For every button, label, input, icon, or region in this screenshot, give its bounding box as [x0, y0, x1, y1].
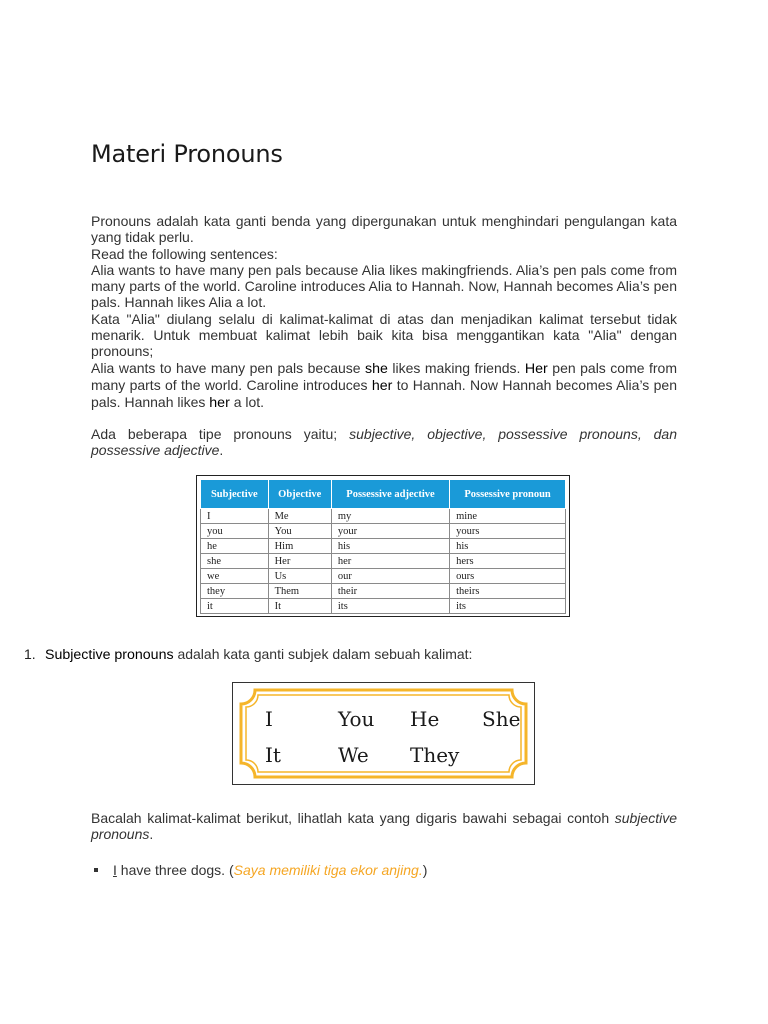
types-section: [91, 426, 677, 459]
table-cell: its: [450, 599, 566, 614]
table-cell: your: [331, 524, 449, 539]
pronoun-word: her: [209, 395, 230, 412]
translation-text: Saya memiliki tiga ekor anjing.: [233, 862, 423, 878]
table-cell: you: [201, 524, 269, 539]
table-cell: Me: [268, 509, 331, 524]
pronoun-word: she: [365, 360, 388, 377]
bullet-marker: [94, 868, 98, 872]
table-cell: mine: [450, 509, 566, 524]
list-number: 1.: [24, 646, 36, 662]
table-header-cell: Possessive pronoun: [450, 480, 566, 509]
table-row: [201, 554, 566, 569]
intro-paragraph: Pronouns adalah kata ganti benda yang dipergunakan untuk menghindari pengulangan kata yang tidak perlu.: [91, 213, 677, 246]
pronoun-table-image: [196, 475, 570, 617]
table-cell: You: [268, 524, 331, 539]
frame-word: He: [410, 707, 440, 731]
table-cell: he: [201, 539, 269, 554]
table-cell: its: [331, 599, 449, 614]
frame-word: You: [338, 707, 375, 731]
underlined-pronoun: I: [113, 862, 117, 878]
list-item-subjective: Subjective pronouns adalah kata ganti subjek dalam sebuah kalimat:: [45, 646, 473, 663]
table-cell: Us: [268, 569, 331, 584]
intro-section: [91, 213, 677, 412]
list-term: Subjective pronouns: [45, 647, 174, 663]
table-header-cell: Subjective: [201, 480, 269, 509]
table-row: [201, 524, 566, 539]
table-header-cell: Possessive adjective: [331, 480, 449, 509]
table-cell: Them: [268, 584, 331, 599]
table-row: [201, 569, 566, 584]
table-cell: Her: [268, 554, 331, 569]
table-header-row: [201, 480, 566, 509]
table-cell: It: [268, 599, 331, 614]
table-cell: yours: [450, 524, 566, 539]
table-cell: it: [201, 599, 269, 614]
pronoun-sentences: Alia wants to have many pen pals because she likes making friends. Her pen pals come from many parts of the world. Caroline introduces her to Hannah. Now Hannah becomes Alia’s pen pals. Hannah likes her a lot.: [91, 359, 678, 412]
table-cell: theirs: [450, 584, 566, 599]
table-row: [201, 584, 566, 599]
table-body: [201, 509, 566, 614]
table-cell: we: [201, 569, 269, 584]
instruction-section: [91, 810, 677, 843]
explanation-paragraph: Kata "Alia" diulang selalu di kalimat-kalimat di atas dan menjadikan kalimat tersebut tidak menarik. Untuk membuat kalimat lebih baik kita bisa menggantikan kata "Alia" dengan pronouns;: [91, 310, 677, 360]
decorative-frame-border: [233, 683, 534, 784]
table-cell: his: [450, 539, 566, 554]
table-cell: her: [331, 554, 449, 569]
types-list: subjective, objective, possessive pronouns, dan possessive adjective: [91, 426, 678, 459]
frame-word: It: [265, 743, 281, 767]
table-row: [201, 539, 566, 554]
instruction-paragraph: Bacalah kalimat-kalimat berikut, lihatlah kata yang digaris bawahi sebagai contoh subjective pronouns.: [91, 810, 677, 843]
types-paragraph: Ada beberapa tipe pronouns yaitu; subjective, objective, possessive pronouns, dan possessive adjective.: [91, 426, 678, 459]
table-cell: Him: [268, 539, 331, 554]
table-cell: she: [201, 554, 269, 569]
frame-word: We: [338, 743, 369, 767]
example-sentence: I have three dogs. (Saya memiliki tiga ekor anjing.): [113, 862, 428, 878]
table-cell: my: [331, 509, 449, 524]
table-cell: hers: [450, 554, 566, 569]
pronoun-word: her: [371, 377, 393, 394]
pronoun-word: Her: [524, 360, 548, 377]
page-title: Materi Pronouns: [91, 140, 283, 168]
table-row: [201, 599, 566, 614]
table-cell: I: [201, 509, 269, 524]
frame-word: She: [482, 707, 521, 731]
frame-word: I: [265, 707, 273, 731]
instruction-term: subjective pronouns: [91, 810, 677, 843]
table-header-cell: Objective: [268, 480, 331, 509]
subjective-pronoun-frame: [232, 682, 535, 785]
table-cell: they: [201, 584, 269, 599]
pronoun-table: [200, 479, 566, 614]
frame-word: They: [410, 743, 460, 767]
read-sentences-label: Read the following sentences:: [91, 245, 278, 262]
table-cell: his: [331, 539, 449, 554]
table-cell: ours: [450, 569, 566, 584]
original-sentences: Alia wants to have many pen pals because Alia likes makingfriends. Alia’s pen pals come from many parts of the world. Caroline introduces Alia to Hannah. Now, Hannah becomes Alia’s pen pals. Hannah likes Alia a lot.: [91, 261, 677, 311]
table-cell: our: [331, 569, 449, 584]
table-row: [201, 509, 566, 524]
table-cell: their: [331, 584, 449, 599]
